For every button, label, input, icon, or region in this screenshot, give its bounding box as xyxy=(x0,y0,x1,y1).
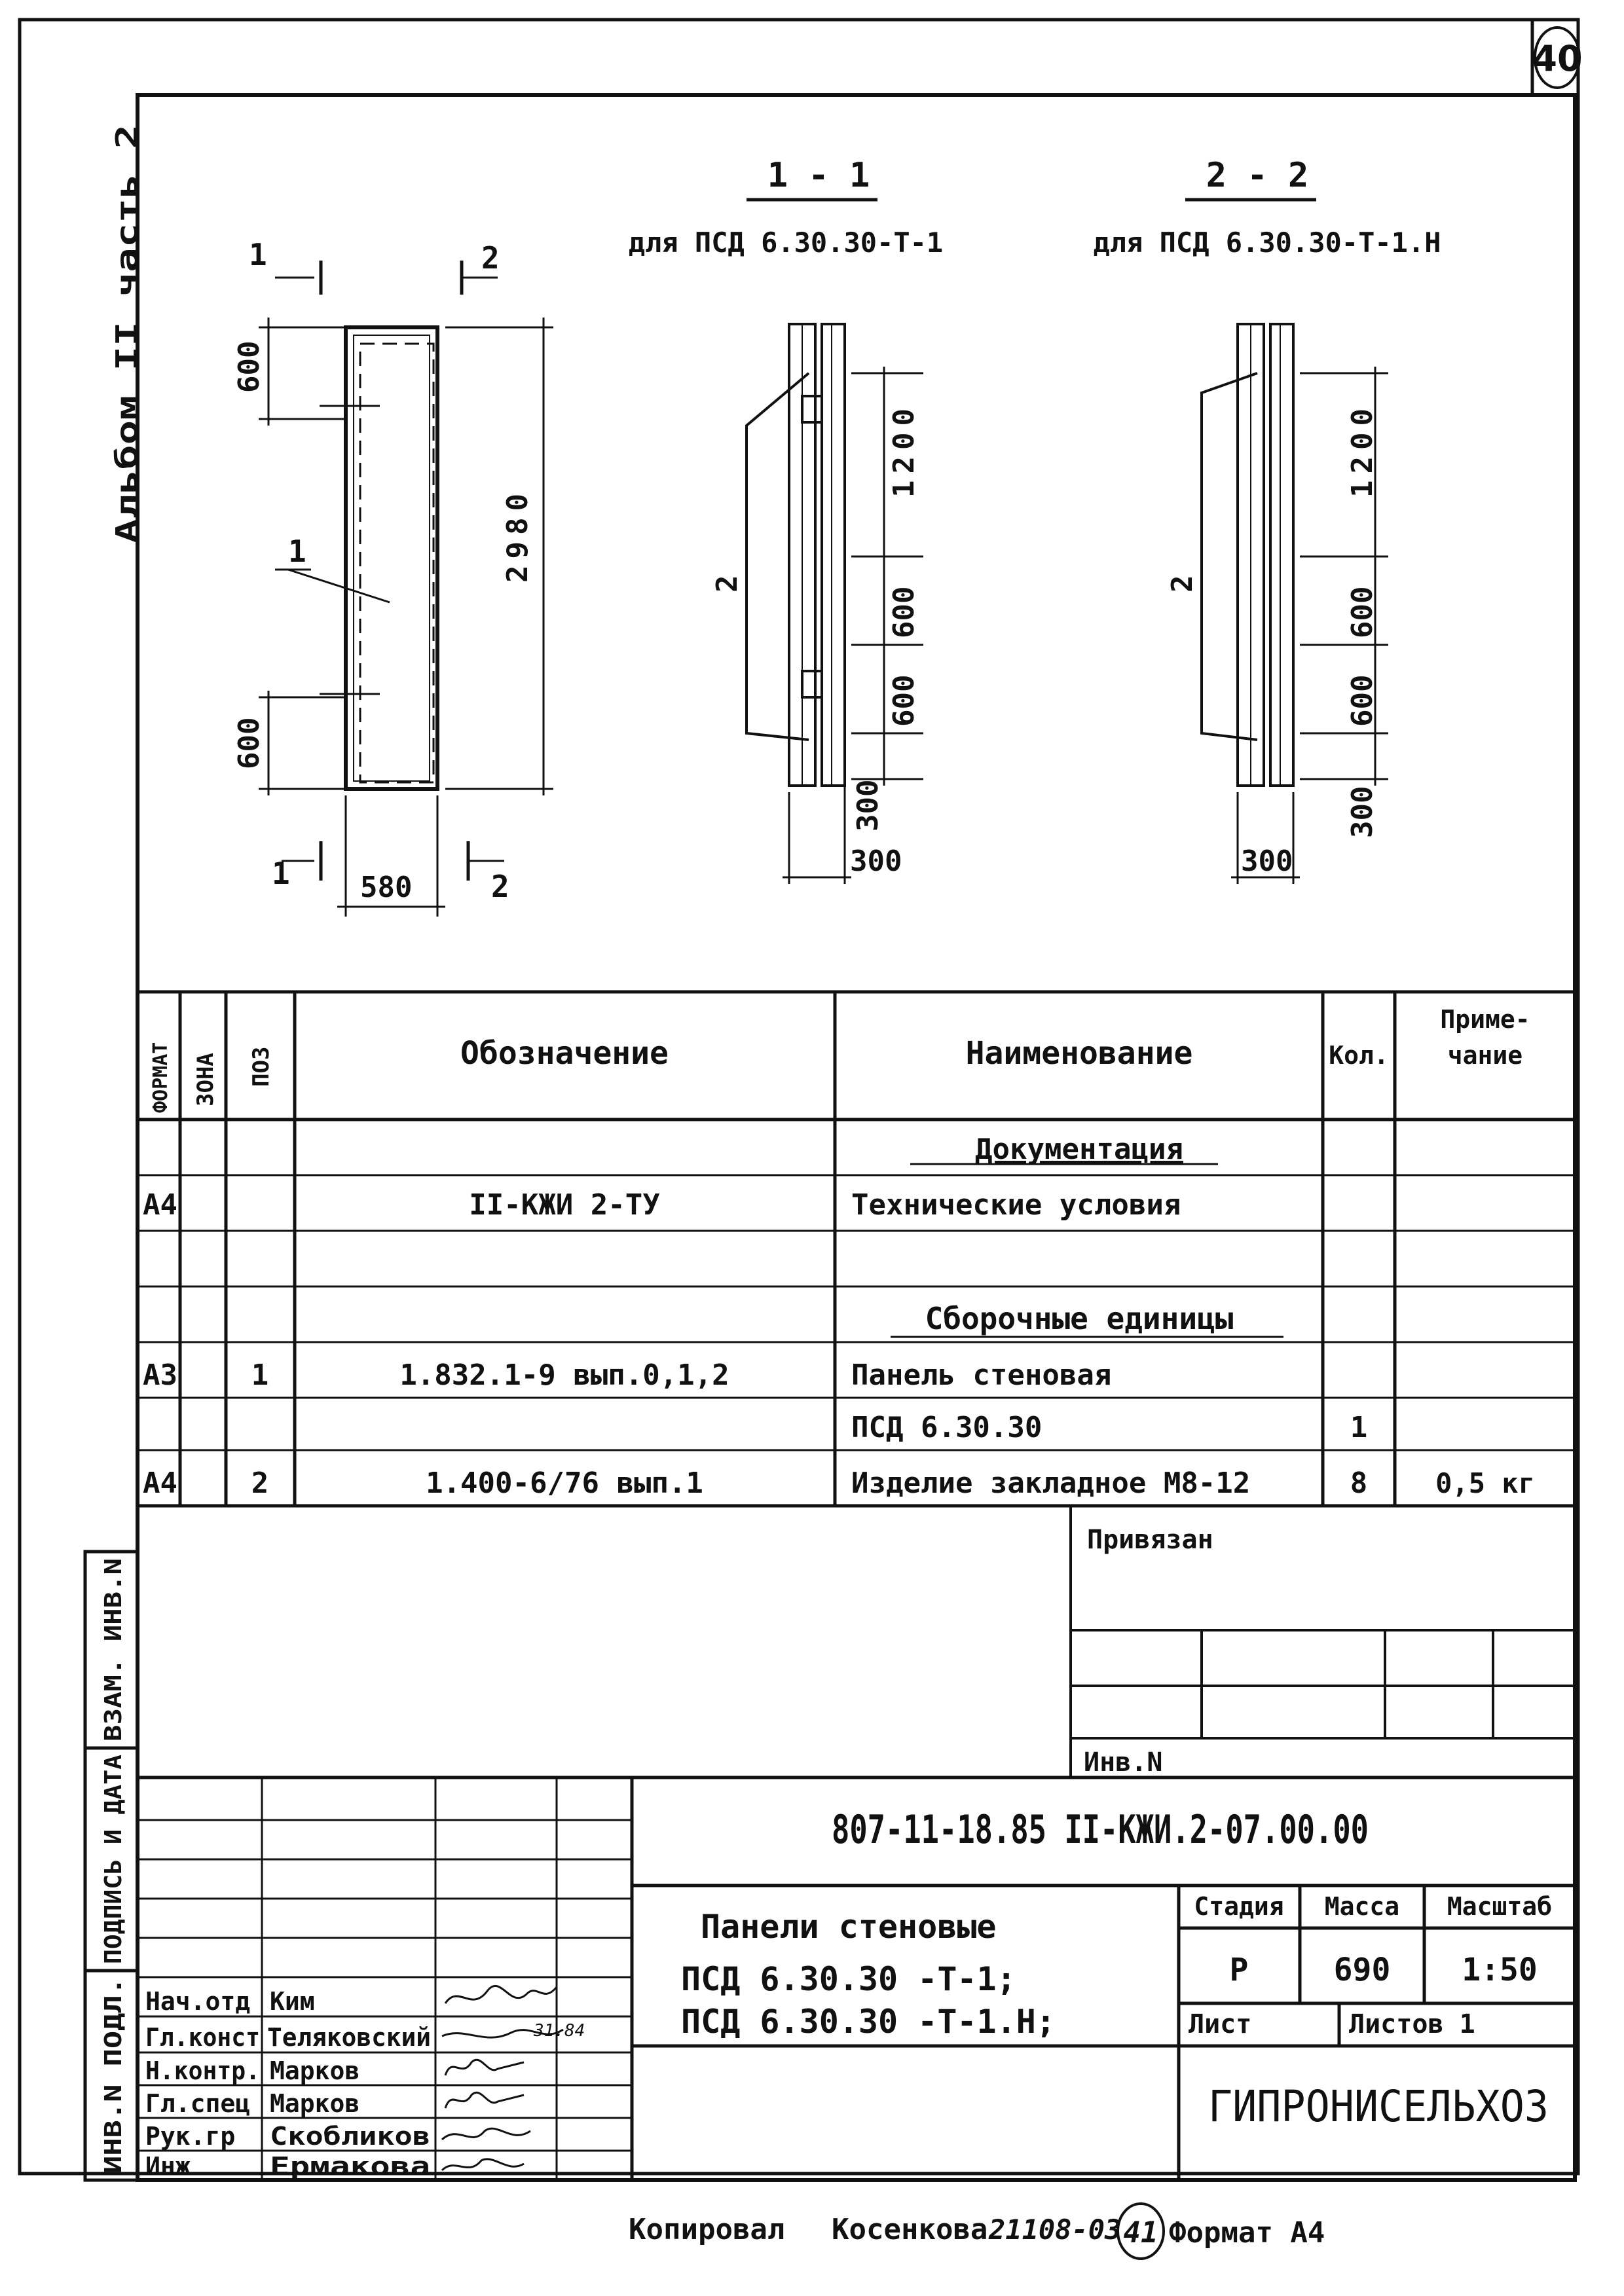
spec-row-7-qty: 8 xyxy=(1350,1467,1368,1500)
section-2-subtitle: для ПСД 6.30.30-Т-1.Н xyxy=(1093,227,1441,259)
spec-row-2-format: А4 xyxy=(143,1188,177,1222)
spec-row-1-name: Документация xyxy=(975,1133,1183,1166)
plan-section-mark-bottom-left: 1 xyxy=(272,856,290,891)
signer-1-name: Ким xyxy=(270,1987,315,2016)
plan-dim-width: 580 xyxy=(360,871,413,904)
inv-podl-label: ИНВ.N ПОДЛ. xyxy=(100,2017,127,2174)
stage-mass-scale xyxy=(1189,1892,1552,2039)
header-qty: Кол. xyxy=(1329,1041,1389,1070)
signer-2-name: Теляковский xyxy=(267,2023,431,2052)
privyazan-inv-label: Инв.N xyxy=(1084,1747,1163,1777)
section-1-subtitle: для ПСД 6.30.30-Т-1 xyxy=(628,227,944,259)
spec-row-7-note: 0,5 кг xyxy=(1435,1467,1535,1499)
document-code: 807-11-18.85 II-КЖИ.2-07.00.00 xyxy=(832,1807,1369,1853)
plan-section-mark-bottom-right: 2 xyxy=(491,869,509,904)
section-2-2 xyxy=(1093,156,1441,884)
footer xyxy=(629,2204,1325,2259)
spec-row-6-qty: 1 xyxy=(1350,1411,1368,1444)
copied-by: Косенкова xyxy=(832,2213,988,2246)
stage-label: Стадия xyxy=(1194,1892,1284,1921)
album-label: Альбом II часть 2 xyxy=(109,235,145,543)
signer-4-name: Марков xyxy=(270,2089,360,2118)
plan-section-mark-top-left: 1 xyxy=(249,237,267,272)
plan-callout: 1 xyxy=(288,534,306,569)
spec-row-7-name: Изделие закладное М8-12 xyxy=(851,1467,1251,1500)
spec-row-2-designation: II-КЖИ 2-ТУ xyxy=(469,1188,660,1222)
section-2-title: 2 - 2 xyxy=(1206,156,1309,195)
vzam-inv-label: ВЗАМ. ИНВ.N xyxy=(100,1585,127,1741)
mass-value: 690 xyxy=(1333,1952,1391,1988)
signer-1-role: Нач.отд xyxy=(145,1987,251,2016)
spec-row-5-designation: 1.832.1-9 вып.0,1,2 xyxy=(399,1358,729,1392)
footer-format: Формат А4 xyxy=(1169,2216,1325,2250)
podpis-data-label: ПОДПИСЬ И ДАТА xyxy=(100,1765,127,1964)
copied-label: Копировал xyxy=(629,2213,785,2246)
section-1-bottom-dim: 300 xyxy=(850,845,902,878)
spec-row-7-format: А4 xyxy=(143,1467,177,1500)
header-note-line1: Приме- xyxy=(1440,1005,1530,1034)
section-1-1 xyxy=(629,156,943,884)
section-1-title: 1 - 1 xyxy=(767,156,870,195)
spec-row-5-format: А3 xyxy=(143,1358,177,1392)
header-pos: ПОЗ xyxy=(248,1046,274,1087)
copy-sheet-number: 41 xyxy=(1123,2216,1158,2250)
section-1-dim-1: 1200 xyxy=(887,402,921,498)
document-title xyxy=(681,1908,1056,2041)
section-2-callout: 2 xyxy=(1166,575,1199,592)
signer-5-role: Рук.гр xyxy=(145,2122,236,2151)
signer-6-role: Инж xyxy=(145,2152,191,2181)
title-line-3: ПСД 6.30.30 -Т-1.Н; xyxy=(681,2003,1056,2041)
section-1-dim-3: 600 xyxy=(887,674,921,727)
sheets-label: Листов 1 xyxy=(1349,2009,1475,2039)
title-line-1: Панели стеновые xyxy=(701,1908,997,1946)
section-1-dim-4: 300 xyxy=(851,779,885,831)
scale-value: 1:50 xyxy=(1462,1952,1538,1988)
section-1-dim-2: 600 xyxy=(887,586,921,638)
header-zone: ЗОНА xyxy=(193,1053,219,1106)
signer-3-role: Н.контр. xyxy=(145,2056,260,2085)
plan-dim-height: 2980 xyxy=(501,487,534,583)
spec-row-7-designation: 1.400-6/76 вып.1 xyxy=(426,1467,703,1500)
signer-3-name: Марков xyxy=(270,2056,360,2085)
spec-row-2-name: Технические условия xyxy=(851,1188,1181,1222)
section-2-dim-4: 300 xyxy=(1346,786,1379,838)
signer-5-name: Скобликов xyxy=(270,2122,430,2151)
footer-code: 21108-03 xyxy=(989,2214,1122,2246)
plan-section-mark-top-right: 2 xyxy=(481,240,500,276)
spec-row-7-pos: 2 xyxy=(251,1467,269,1500)
section-2-dim-2: 600 xyxy=(1346,586,1379,638)
plan-view xyxy=(259,261,553,917)
section-1-callout: 2 xyxy=(710,575,744,592)
header-designation: Обозначение xyxy=(460,1035,669,1072)
header-note-line2: чание xyxy=(1447,1041,1523,1070)
signer-6-name: Ермакова xyxy=(270,2152,430,2181)
privyazan-label: Привязан xyxy=(1087,1525,1213,1555)
section-2-bottom-dim: 300 xyxy=(1241,845,1293,878)
spec-row-5-name: Панель стеновая xyxy=(851,1358,1112,1392)
mass-label: Масса xyxy=(1324,1892,1400,1921)
header-format: ФОРМАТ xyxy=(149,1042,172,1113)
section-2-dim-3: 600 xyxy=(1346,674,1379,727)
organization-name: ГИПРОНИСЕЛЬХОЗ xyxy=(1208,2081,1549,2132)
plan-dim-top: 600 xyxy=(232,340,266,393)
signer-4-role: Гл.спец xyxy=(145,2089,251,2118)
sheet-label: Лист xyxy=(1189,2009,1252,2039)
plan-dim-bottom: 600 xyxy=(232,717,266,769)
spec-row-6-name: ПСД 6.30.30 xyxy=(851,1411,1043,1444)
signer-2-role: Гл.конст xyxy=(145,2023,260,2052)
sheet-number-badge xyxy=(1532,27,1581,88)
title-line-2: ПСД 6.30.30 -Т-1; xyxy=(681,1960,1016,1998)
stage-value: Р xyxy=(1229,1952,1249,1988)
scale-label: Масштаб xyxy=(1447,1892,1553,1921)
header-name: Наименование xyxy=(965,1035,1193,1072)
spec-table-rows xyxy=(143,1133,1535,1500)
spec-row-4-name: Сборочные единицы xyxy=(925,1301,1234,1336)
section-2-dim-1: 1200 xyxy=(1346,402,1379,498)
spec-row-5-pos: 1 xyxy=(251,1358,269,1392)
signatures xyxy=(442,1986,563,2170)
signature-date: 31.84 xyxy=(534,2021,585,2041)
sheet-number: 40 xyxy=(1532,38,1582,79)
